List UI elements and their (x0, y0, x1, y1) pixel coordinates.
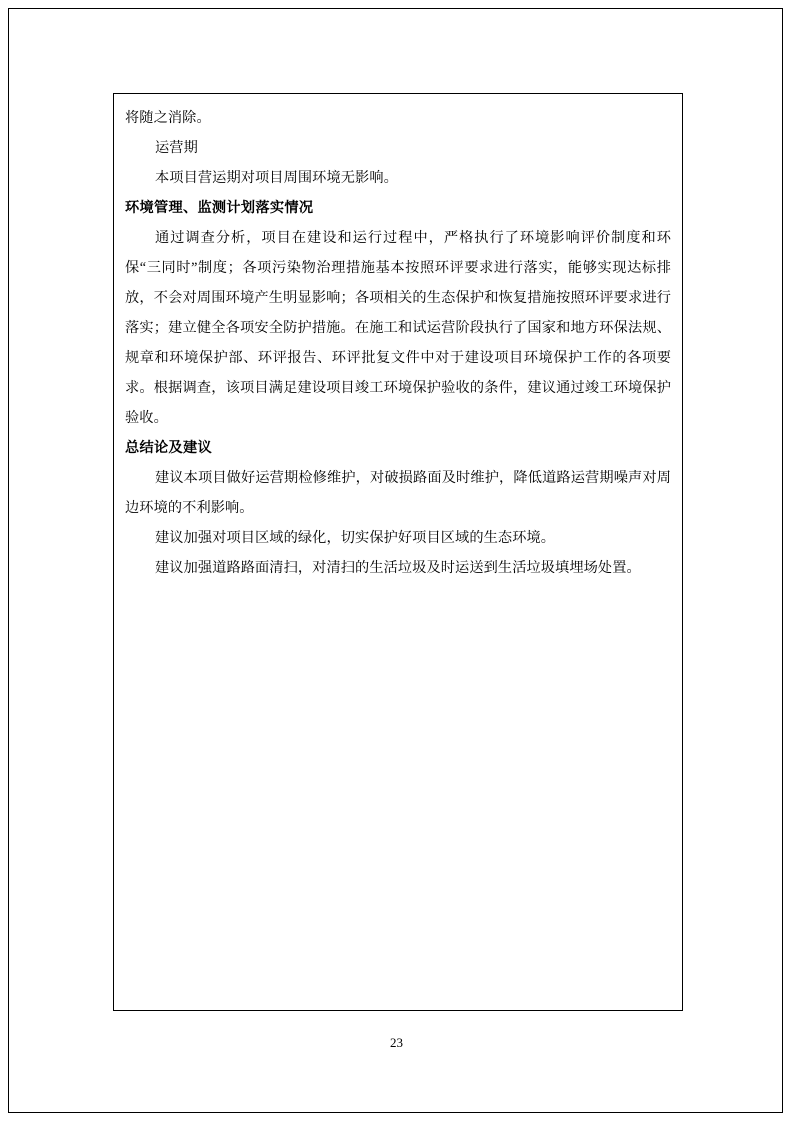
paragraph-6: 建议本项目做好运营期检修维护，对破损路面及时维护，降低道路运营期噪声对周边环境的不利影响。 (125, 470, 671, 516)
page-number: 23 (390, 1035, 403, 1050)
paragraph-4: 通过调查分析，项目在建设和运行过程中，严格执行了环境影响评价制度和环保“三同时”制度；各项污染物治理措施基本按照环评要求进行落实，能够实现达标排放，不会对周围环境产生明显影响；各项相关的生态保护和恢复措施按照环评要求进行落实；建立健全各项安全防护措施。在施工和试运营阶段执行了国家和地方环保法规、规章和环境保护部、环评报告、环评批复文件中对于建设项目环境保护工作的各项要求。根据调查，该项目满足建设项目竣工环境保护验收的条件，建议通过竣工环境保护验收。 (125, 230, 671, 426)
section-heading-environment-management: 环境管理、监测计划落实情况 (125, 200, 314, 216)
paragraph-1: 运营期 (155, 140, 198, 156)
paragraph-0: 将随之消除。 (125, 110, 211, 126)
paragraph-7: 建议加强对项目区域的绿化，切实保护好项目区域的生态环境。 (155, 530, 556, 546)
section-heading-conclusion: 总结论及建议 (125, 440, 212, 456)
paragraph-2: 本项目营运期对项目周围环境无影响。 (155, 170, 398, 186)
content-table-cell (113, 93, 683, 1011)
paragraph-8: 建议加强道路路面清扫，对清扫的生活垃圾及时运送到生活垃圾填埋场处置。 (155, 560, 641, 576)
